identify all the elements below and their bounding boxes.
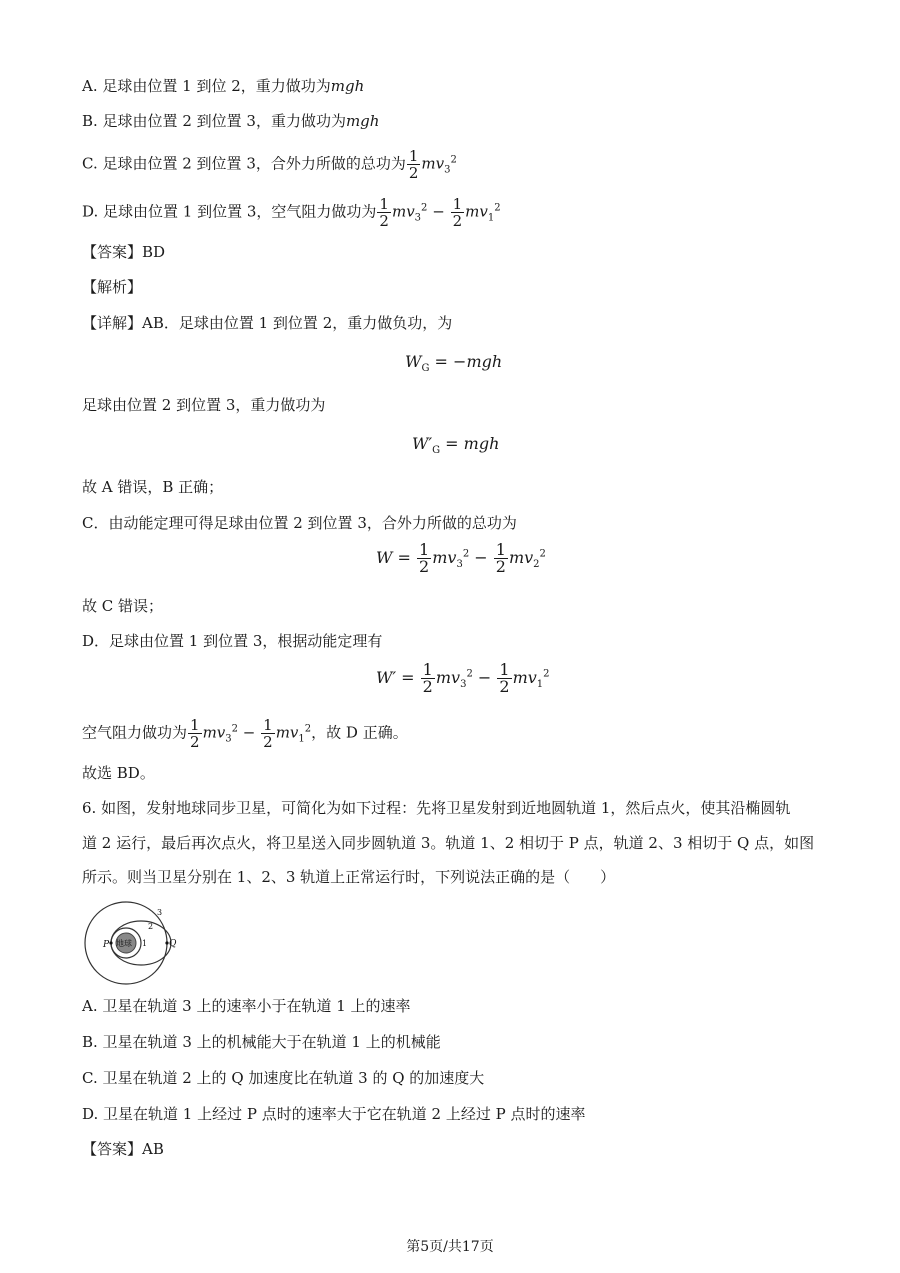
equation-w-prime: W′ = $\frac{1}{2}$ $mv_3^2$ − $\frac{1}{2}$ $mv_1^2$ [376,660,550,696]
q5-analysis-heading: 【解析】 [82,278,143,296]
page-footer: 第5页/共17页 [406,1239,494,1255]
orbit-diagram [80,898,190,988]
equation-w: W = $\frac{1}{2}$ $mv_3^2$ − $\frac{1}{2}$ $mv_2^2$ [376,540,546,576]
label-q: Q [169,939,177,949]
q5-option-c: C. 足球由位置 2 到位置 3，合外力所做的总功为 $\frac{1}{2}$ $mv_3^2$ [82,147,457,182]
q6-stem-line-2: 道 2 运行，最后再次点火，将卫星送入同步圆轨道 3。轨道 1、2 相切于 P 点，轨道 2、3 相切于 Q 点，如图 [82,834,815,852]
q5-option-d: D. 足球由位置 1 到位置 3，空气阻力做功为 $\frac{1}{2}$ $mv_3^2$ − $\frac{1}{2}$ $mv_1^2$ [82,195,501,230]
equation-wg: $W_G = -mgh$ [405,352,503,375]
q6-option-b: B. 卫星在轨道 3 上的机械能大于在轨道 1 上的机械能 [82,1033,441,1051]
label-orbit-3: 3 [157,908,163,917]
q6-option-d: D. 卫星在轨道 1 上经过 P 点时的速率大于它在轨道 2 上经过 P 点时的速率 [82,1105,586,1123]
q5-line-d: D．足球由位置 1 到位置 3，根据动能定理有 [82,632,383,650]
q5-line-c: C．由动能定理可得足球由位置 2 到位置 3，合外力所做的总功为 [82,514,517,532]
equation-wg-prime: $W'_G$ = mgh [412,434,500,457]
point-p [109,941,112,944]
fraction: $\frac{1}{2}$ [379,195,389,230]
q5-final: 故选 BD。 [82,764,155,782]
fraction: $\frac{1}{2}$ [408,147,419,182]
q6-option-a: A. 卫星在轨道 3 上的速率小于在轨道 1 上的速率 [82,997,411,1015]
fraction: $\frac{1}{2}$ [452,195,463,230]
q5-option-a: A. 足球由位置 1 到位 2，重力做功为mgh [82,77,365,95]
label-orbit-1: 1 [142,939,148,948]
q5-conclusion-ab: 故 A 错误，B 正确； [82,478,224,496]
q6-option-c: C. 卫星在轨道 2 上的 Q 加速度比在轨道 3 的 Q 的加速度大 [82,1069,485,1087]
q6-stem-line-3: 所示。则当卫星分别在 1、2、3 轨道上正常运行时，下列说法正确的是（ ） [82,868,616,886]
earth-label: 地球 [116,939,132,948]
label-orbit-2: 2 [148,922,154,931]
q6-stem-line-1: 6. 如图，发射地球同步卫星，可简化为如下过程：先将卫星发射到近地圆轨道 1，然后点火，使其沿椭圆轨 [82,799,791,817]
q5-line-2to3: 足球由位置 2 到位置 3，重力做功为 [82,396,326,414]
q5-answer: 【答案】BD [82,243,166,261]
q6-answer: 【答案】AB [82,1140,164,1158]
q5-option-b: B. 足球由位置 2 到位置 3，重力做功为mgh [82,112,380,130]
label-p: P [103,940,110,950]
q5-detail-ab: 【详解】AB．足球由位置 1 到位置 2，重力做负功，为 [82,314,453,332]
q5-conclusion-c: 故 C 错误； [82,597,164,615]
q5-air-resistance-line: 空气阻力做功为 $\frac{1}{2}$ $mv_3^2$ − $\frac{1}{2}$ $mv_1^2$，故 D 正确。 [82,716,408,751]
